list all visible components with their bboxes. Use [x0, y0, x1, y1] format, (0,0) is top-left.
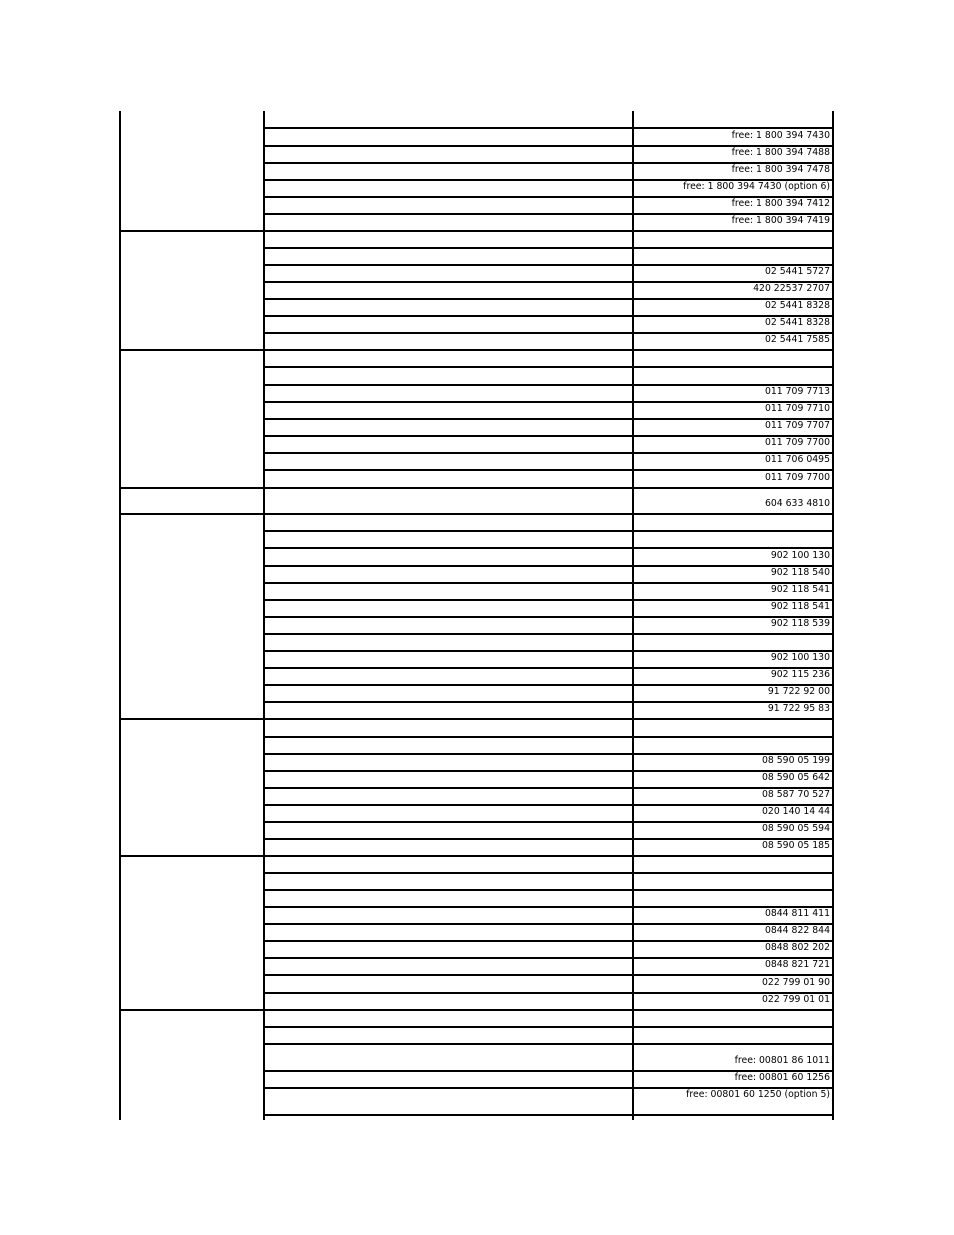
phone-cell: 022 799 01 90 — [761, 977, 830, 988]
phone-cell: 420 22537 2707 — [753, 283, 830, 294]
phone-cell: 02 5441 7585 — [764, 334, 830, 345]
phone-cell: 902 115 236 — [770, 669, 830, 680]
row-divider — [263, 701, 834, 703]
row-divider — [263, 940, 834, 942]
row-divider — [263, 667, 834, 669]
row-divider — [263, 366, 834, 368]
row-divider — [263, 616, 834, 618]
phone-cell: 011 709 7700 — [764, 472, 830, 483]
group-divider — [119, 349, 834, 351]
phone-cell: 08 590 05 199 — [761, 755, 830, 766]
phone-cell: 011 709 7710 — [764, 403, 830, 414]
row-divider — [263, 599, 834, 601]
phone-cell: 02 5441 8328 — [764, 317, 830, 328]
row-divider — [263, 1043, 834, 1045]
row-divider — [263, 384, 834, 386]
row-divider — [263, 247, 834, 249]
row-divider — [263, 736, 834, 738]
group-divider — [119, 230, 834, 232]
phone-cell: 011 709 7700 — [764, 437, 830, 448]
row-divider — [263, 281, 834, 283]
row-divider — [263, 838, 834, 840]
phone-cell: free: 00801 60 1256 — [734, 1072, 830, 1083]
row-divider — [263, 992, 834, 994]
row-divider — [263, 906, 834, 908]
row-divider — [263, 547, 834, 549]
phone-cell: 902 118 539 — [770, 618, 830, 629]
phone-cell: 08 590 05 642 — [761, 772, 830, 783]
row-divider — [263, 889, 834, 891]
phone-cell: 0844 811 411 — [764, 908, 830, 919]
row-divider — [263, 872, 834, 874]
row-divider — [263, 452, 834, 454]
row-divider — [263, 770, 834, 772]
row-divider — [263, 787, 834, 789]
phone-cell: free: 1 800 394 7430 — [731, 130, 830, 141]
row-divider — [263, 821, 834, 823]
phone-cell: 02 5441 5727 — [764, 266, 830, 277]
phone-cell: 91 722 95 83 — [767, 703, 830, 714]
phone-cell: 91 722 92 00 — [767, 686, 830, 697]
phone-cell: 902 118 541 — [770, 584, 830, 595]
phone-cell: 08 590 05 185 — [761, 840, 830, 851]
phone-cell: 08 590 05 594 — [761, 823, 830, 834]
phone-cell: 902 100 130 — [770, 550, 830, 561]
phone-cell: 020 140 14 44 — [761, 806, 830, 817]
phone-cell: 0844 822 844 — [764, 925, 830, 936]
row-divider — [263, 650, 834, 652]
row-divider — [263, 264, 834, 266]
group-divider — [119, 513, 834, 515]
row-divider — [263, 923, 834, 925]
phone-cell: 02 5441 8328 — [764, 300, 830, 311]
phone-cell: 08 587 70 527 — [761, 789, 830, 800]
row-divider — [263, 633, 834, 635]
phone-cell: 902 118 541 — [770, 601, 830, 612]
phone-cell: free: 00801 60 1250 (option 5) — [686, 1089, 830, 1100]
phone-cell: free: 1 800 394 7430 (option 6) — [683, 181, 830, 192]
phone-cell: 902 100 130 — [770, 652, 830, 663]
row-divider — [263, 332, 834, 334]
row-divider — [263, 469, 834, 471]
row-divider — [263, 804, 834, 806]
phone-cell: 902 118 540 — [770, 567, 830, 578]
row-divider — [263, 435, 834, 437]
row-divider — [263, 127, 834, 129]
row-divider — [263, 565, 834, 567]
phone-cell: free: 1 800 394 7488 — [731, 147, 830, 158]
row-divider — [263, 1114, 834, 1116]
phone-cell: 011 709 7707 — [764, 420, 830, 431]
table-border-col-a — [119, 111, 121, 1120]
phone-cell: 011 706 0495 — [764, 454, 830, 465]
row-divider — [263, 957, 834, 959]
row-divider — [263, 401, 834, 403]
group-divider — [119, 1009, 834, 1011]
row-divider — [263, 530, 834, 532]
row-divider — [263, 582, 834, 584]
phone-cell: free: 00801 86 1011 — [734, 1055, 830, 1066]
phone-cell: 604 633 4810 — [764, 498, 830, 509]
group-divider — [119, 487, 834, 489]
row-divider — [263, 974, 834, 976]
row-divider — [263, 418, 834, 420]
phone-cell: 011 709 7713 — [764, 386, 830, 397]
row-divider — [263, 1026, 834, 1028]
phone-cell: 022 799 01 01 — [761, 994, 830, 1005]
phone-cell: 0848 802 202 — [764, 942, 830, 953]
group-divider — [119, 718, 834, 720]
row-divider — [263, 298, 834, 300]
phone-cell: free: 1 800 394 7478 — [731, 164, 830, 175]
row-divider — [263, 315, 834, 317]
phone-cell: free: 1 800 394 7419 — [731, 215, 830, 226]
group-divider — [119, 855, 834, 857]
phone-cell: free: 1 800 394 7412 — [731, 198, 830, 209]
row-divider — [263, 753, 834, 755]
row-divider — [263, 684, 834, 686]
phone-cell: 0848 821 721 — [764, 959, 830, 970]
